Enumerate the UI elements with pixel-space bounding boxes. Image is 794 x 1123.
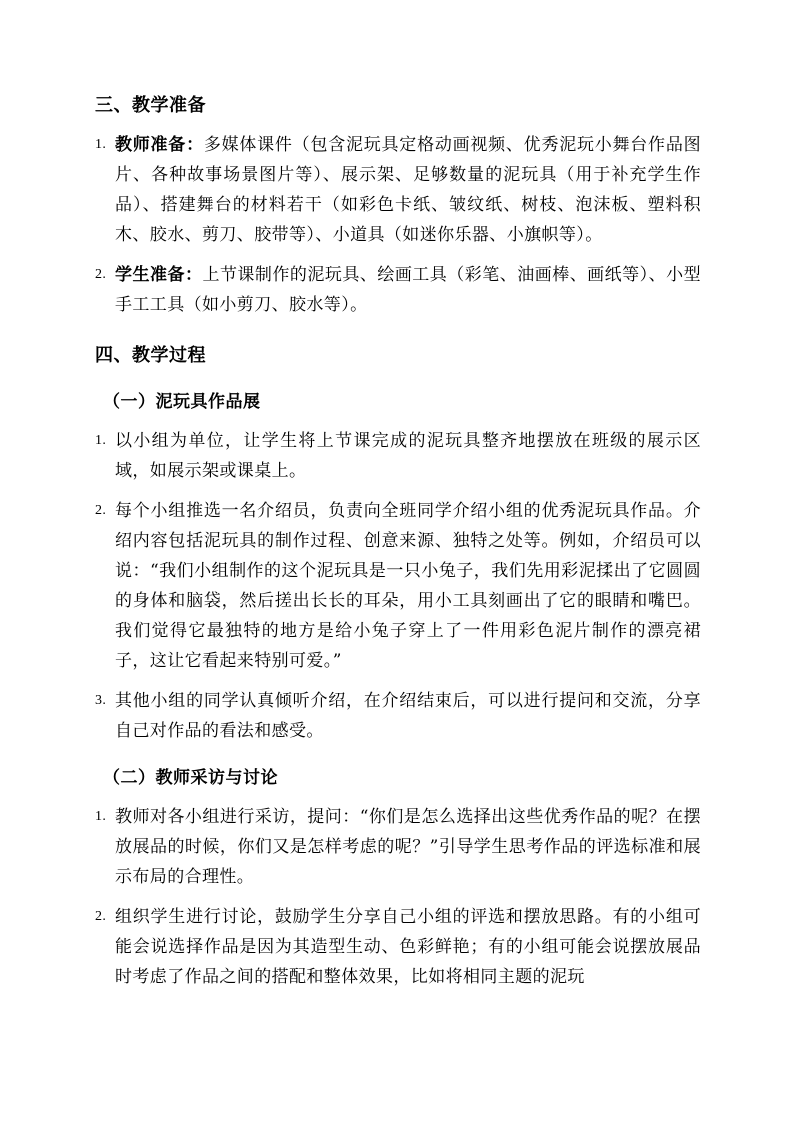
list-item (95, 902, 701, 992)
list-item-text: 每个小组推选一名介绍员，负责向全班同学介绍小组的优秀泥玩具作品。介绍内容包括泥玩具的制作过程、创意来源、独特之处等。例如，介绍员可以说：“我们小组制作的这个泥玩具是一只小兔子，我们先用彩泥揉出了它圆圆的身体和脑袋，然后搓出长长的耳朵，用小工具刻画出了它的眼睛和嘴巴。我们觉得它最独特的地方是给小兔子穿上了一件用彩色泥片制作的漂亮裙子，这让它看起来特别可爱。” (115, 501, 701, 671)
section-heading-teaching-process: 四、教学过程 (95, 345, 206, 366)
list-item-number: 1. (95, 137, 107, 152)
list-item-text: 其他小组的同学认真倾听介绍，在介绍结束后，可以进行提问和交流，分享自己对作品的看法和感受。 (115, 691, 701, 741)
list-item-text: 以小组为单位，让学生将上节课完成的泥玩具整齐地摆放在班级的展示区域，如展示架或课桌上。 (115, 431, 701, 481)
list-item (95, 130, 701, 250)
section-heading-teaching-preparation: 三、教学准备 (95, 95, 206, 116)
list-item (95, 426, 701, 486)
subsection-heading-exhibition: （一）泥玩具作品展 (103, 392, 261, 412)
list-item-lead: 学生准备： (115, 265, 203, 285)
list-item (95, 496, 701, 676)
list-item-text: 组织学生进行讨论，鼓励学生分享自己小组的评选和摆放思路。有的小组可能会说选择作品是因为其造型生动、色彩鲜艳；有的小组可能会说摆放展品时考虑了作品之间的搭配和整体效果，比如将相同主题的泥玩 (115, 907, 701, 987)
document-content (95, 92, 701, 992)
interview-discussion-list (95, 802, 701, 992)
list-item-lead: 教师准备： (115, 135, 204, 155)
list-item-number: 1. (95, 433, 107, 448)
exhibition-list (95, 426, 701, 746)
list-item-number: 2. (95, 909, 107, 924)
list-item (95, 802, 701, 892)
list-item (95, 260, 701, 320)
list-item-number: 2. (95, 267, 107, 282)
subsection-heading-interview-discussion: （二）教师采访与讨论 (103, 768, 278, 788)
list-item-text: 上节课制作的泥玩具、绘画工具（彩笔、油画棒、画纸等）、小型手工工具（如小剪刀、胶水等）。 (115, 265, 702, 315)
teaching-preparation-list (95, 130, 701, 320)
list-item-text: 多媒体课件（包含泥玩具定格动画视频、优秀泥玩小舞台作品图片、各种故事场景图片等）、展示架、足够数量的泥玩具（用于补充学生作品）、搭建舞台的材料若干（如彩色卡纸、皱纹纸、树枝、泡沫板、塑料积木、胶水、剪刀、胶带等）、小道具（如迷你乐器、小旗帜等）。 (115, 135, 701, 245)
list-item-number: 2. (95, 503, 107, 518)
list-item (95, 686, 701, 746)
list-item-text: 教师对各小组进行采访，提问：“你们是怎么选择出这些优秀作品的呢？在摆放展品的时候，你们又是怎样考虑的呢？”引导学生思考作品的评选标准和展示布局的合理性。 (115, 807, 701, 887)
list-item-number: 3. (95, 693, 107, 708)
list-item-number: 1. (95, 809, 107, 824)
